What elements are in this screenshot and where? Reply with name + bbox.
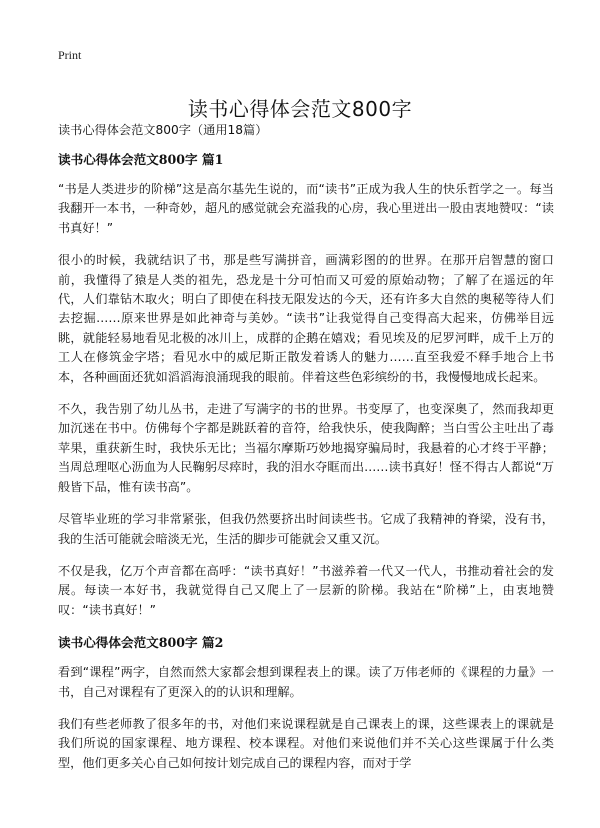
paragraph: 不仅是我，亿万个声音都在高呼：“读书真好！”书滋养着一代又一代人，书推动着社会的发展。每读一本好书，我就觉得自己又爬上了一层新的阶梯。我站在“阶梯”上，由衷地赞叹：“读书真好！” [58,563,554,617]
section-heading-2: 读书心得体会范文800字 篇2 [58,635,224,651]
paragraph: 不久，我告别了幼儿丛书，走进了写满字的书的世界。书变厚了，也变深奥了，然而我却更加沉迷在书中。仿佛每个字都是跳跃着的音符，给我快乐，使我陶醉；当白雪公主吐出了毒苹果，重获新生时，我快乐无比；当福尔摩斯巧妙地揭穿骗局时，我悬着的心才终于平静；当周总理呕心沥血为人民鞠躬尽瘁时，我的泪水夺眶而出……读书真好！怪不得古人都说“万般皆下品，惟有读书高”。 [58,402,554,494]
paragraph: 看到“课程”两字，自然而然大家都会想到课程表上的课。读了万伟老师的《课程的力量》一书，自己对课程有了更深入的的认识和理解。 [58,665,554,699]
paragraph: “书是人类进步的阶梯”这是高尔基先生说的，而“读书”正成为我人生的快乐哲学之一。每当我翻开一本书，一种奇妙，超凡的感觉就会充溢我的心房，我心里迸出一股由衷地赞叹：“读书真好！” [58,182,554,235]
paragraph: 我们有些老师教了很多年的书，对他们来说课程就是自己课表上的课，这些课表上的课就是我们所说的国家课程、地方课程、校本课程。对他们来说他们并不关心这些课属于什么类型，他们更多关心自己如何按计划完成自己的课程内容，而对于学 [58,716,554,770]
section-heading-1: 读书心得体会范文800字 篇1 [58,152,224,167]
paragraph: 很小的时候，我就结识了书，那是些写满拼音，画满彩图的的世界。在那开启智慧的窗口前，我懂得了猿是人类的祖先，恐龙是十分可怕而又可爱的原始动物；了解了在遥远的年代，人们靠钻木取火；明白了即使在科技无限发达的今天，还有许多大自然的奥秘等待人们去挖掘……原来世界是如此神奇与美妙。“读书”让我觉得自己变得高大起来，仿佛举目远眺，就能轻易地看见北极的冰川上，成群的企鹅在嬉戏；看见埃及的尼罗河畔，成千上万的工人在修筑金字塔；看见水中的威尼斯正散发着诱人的魅力……直至我爱不释手地合上书本，各种画面还犹如滔滔海浪涌现我的眼前。伴着这些色彩缤纷的书，我慢慢地成长起来。 [58,253,554,384]
document-subtitle: 读书心得体会范文800字（通用18篇） [58,123,268,137]
paragraph: 尽管毕业班的学习非常紧张，但我仍然要挤出时间读些书。它成了我精神的脊梁，没有书，我的生活可能就会暗淡无光，生活的脚步可能就会又重又沉。 [58,512,554,546]
print-label: Print [58,48,82,62]
document-title: 读书心得体会范文800字 [187,97,413,122]
document-body [58,120,554,786]
